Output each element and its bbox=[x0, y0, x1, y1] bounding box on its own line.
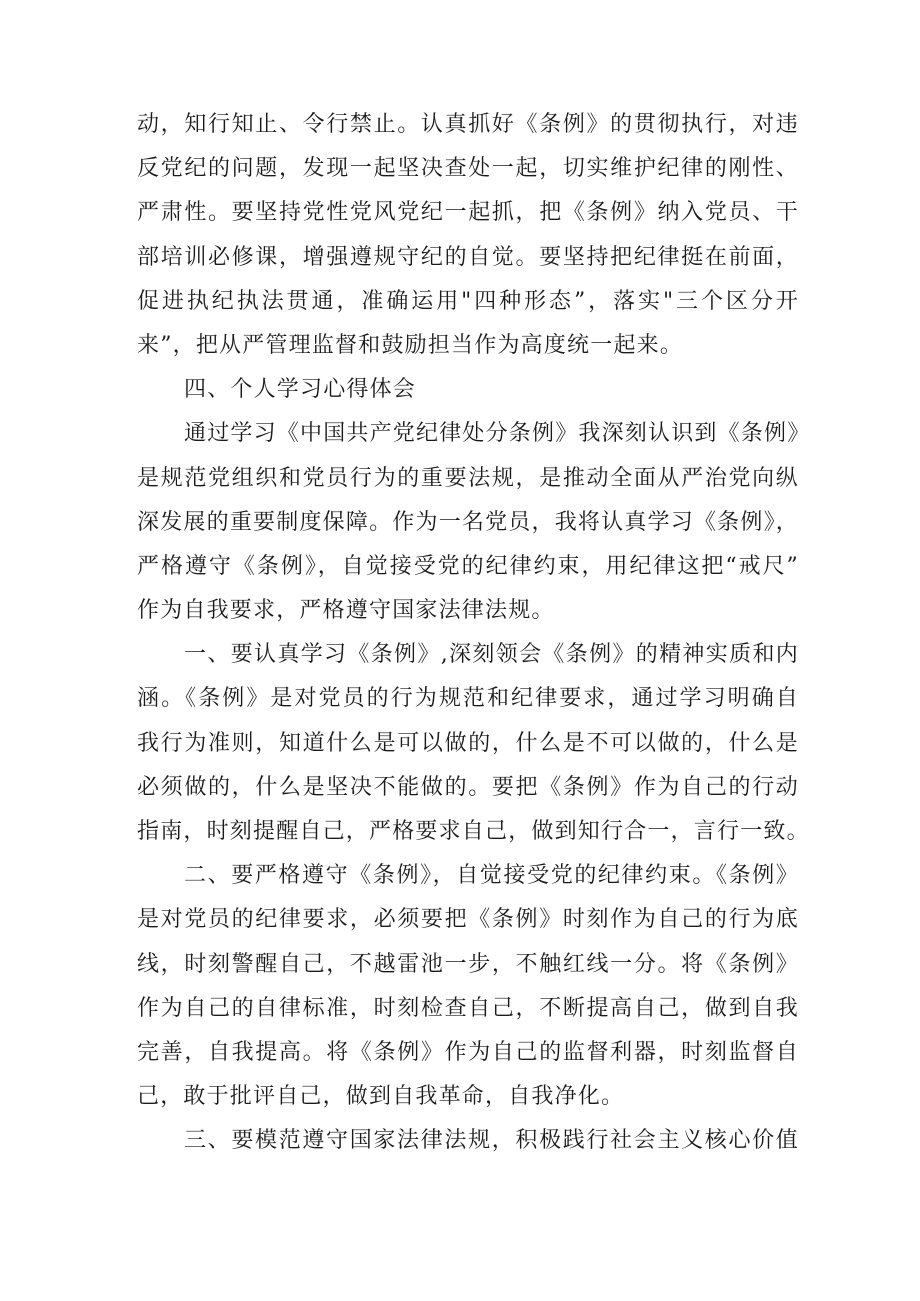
paragraph-line: 指南，时刻提醒自己，严格要求自己，做到知行合一，言行一致。 bbox=[137, 819, 810, 844]
paragraph-line: 严肃性。要坚持党性党风党纪一起抓，把《条例》纳入党员、干 bbox=[137, 200, 799, 226]
paragraph-line: 涵。《条例》是对党员的行为规范和纪律要求，通过学习明确自 bbox=[137, 686, 799, 712]
paragraph-line: 部培训必修课，增强遵规守纪的自觉。要坚持把纪律挺在前面， bbox=[137, 244, 799, 270]
paragraph-line: 反党纪的问题，发现一起坚决查处一起，切实维护纪律的刚性、 bbox=[137, 156, 799, 182]
paragraph-line: 动，知行知止、令行禁止。认真抓好《条例》的贯彻执行，对违 bbox=[137, 112, 799, 137]
paragraph-line: 完善，自我提高。将《条例》作为自己的监督利器，时刻监督自 bbox=[137, 1039, 799, 1065]
paragraph-line: 促进执纪执法贯通，准确运用"四种形态”，落实"三个区分开 bbox=[137, 288, 799, 314]
paragraph-line: 一、要认真学习《条例》,深刻领会《条例》的精神实质和内 bbox=[184, 642, 799, 668]
paragraph-line: 是对党员的纪律要求，必须要把《条例》时刻作为自己的行为底 bbox=[137, 907, 799, 933]
paragraph-line: 二、要严格遵守《条例》，自觉接受党的纪律约束。《条例》 bbox=[184, 863, 799, 889]
paragraph-line: 来”，把从严管理监督和鼓励担当作为高度统一起来。 bbox=[137, 332, 684, 358]
paragraph-line: 作为自己的自律标准，时刻检查自己，不断提高自己，做到自我 bbox=[137, 995, 799, 1021]
paragraph-line: 三、要模范遵守国家法律法规，积极践行社会主义核心价值 bbox=[184, 1128, 799, 1154]
paragraph-line: 严格遵守《条例》，自觉接受党的纪律约束，用纪律这把“戒尺” bbox=[137, 553, 799, 579]
paragraph-line: 通过学习《中国共产党纪律处分条例》我深刻认识到《条例》 bbox=[184, 421, 811, 447]
section-heading: 四、个人学习心得体会 bbox=[184, 377, 417, 403]
paragraph-line: 我行为准则，知道什么是可以做的，什么是不可以做的，什么是 bbox=[137, 730, 799, 756]
paragraph-line: 是规范党组织和党员行为的重要法规，是推动全面从严治党向纵 bbox=[137, 465, 799, 491]
paragraph-line: 深发展的重要制度保障。作为一名党员，我将认真学习《条例》， bbox=[137, 509, 799, 535]
paragraph-line: 作为自我要求，严格遵守国家法律法规。 bbox=[137, 598, 555, 624]
document-body bbox=[137, 103, 811, 1164]
paragraph-line: 己，敢于批评自己，做到自我革命，自我净化。 bbox=[137, 1084, 625, 1110]
paragraph-line: 必须做的，什么是坚决不能做的。要把《条例》作为自己的行动 bbox=[137, 774, 799, 800]
paragraph-line: 线，时刻警醒自己，不越雷池一步，不触红线一分。将《条例》 bbox=[137, 951, 799, 977]
